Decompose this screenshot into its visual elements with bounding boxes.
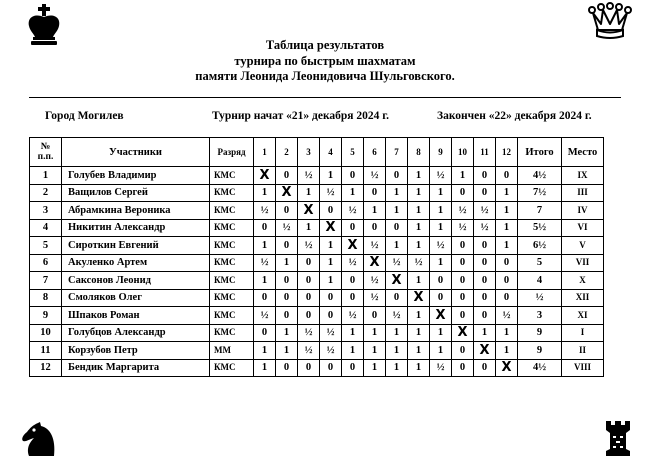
round-header: 8 [408, 138, 430, 167]
result-cell: 0 [276, 167, 298, 185]
table-row [30, 254, 604, 272]
result-cell: 0 [452, 272, 474, 290]
result-cell: 0 [254, 289, 276, 307]
result-cell: ½ [430, 167, 452, 185]
result-cell: 1 [254, 359, 276, 377]
result-cell: 0 [320, 359, 342, 377]
result-cell: 1 [408, 184, 430, 202]
result-cell: 1 [408, 167, 430, 185]
result-cell: 0 [452, 342, 474, 360]
result-cell: ½ [276, 219, 298, 237]
total-score-cell: 6½ [518, 237, 562, 255]
result-cell: 0 [342, 289, 364, 307]
divider [29, 97, 621, 98]
self-game-cross-cell: X [386, 272, 408, 290]
result-cell: 0 [276, 289, 298, 307]
result-cell: 0 [474, 237, 496, 255]
participant-name-cell: Акуленко Артем [62, 254, 210, 272]
result-cell: ½ [298, 167, 320, 185]
result-cell: 1 [276, 324, 298, 342]
title-line-1: Таблица результатов [265, 38, 385, 52]
table-row [30, 219, 604, 237]
result-cell: 0 [474, 272, 496, 290]
queen-icon [588, 2, 632, 42]
number-header [30, 138, 62, 167]
rank-cell: КМС [210, 167, 254, 185]
result-cell: 1 [386, 342, 408, 360]
result-cell: 0 [298, 307, 320, 325]
result-cell: 0 [496, 254, 518, 272]
result-cell: 0 [298, 359, 320, 377]
result-cell: 0 [496, 167, 518, 185]
row-number-cell: 11 [30, 342, 62, 360]
result-cell: 1 [276, 342, 298, 360]
result-cell: 0 [452, 359, 474, 377]
total-score-cell: 7 [518, 202, 562, 220]
result-cell: ½ [364, 289, 386, 307]
result-cell: 1 [408, 307, 430, 325]
rank-cell: КМС [210, 359, 254, 377]
result-cell: 0 [474, 184, 496, 202]
place-header: Место [562, 138, 604, 167]
total-score-cell: 4½ [518, 167, 562, 185]
result-cell: 1 [386, 359, 408, 377]
result-cell: 1 [430, 324, 452, 342]
result-cell: ½ [386, 254, 408, 272]
result-cell: ½ [452, 219, 474, 237]
header-row [30, 138, 604, 167]
round-header: 7 [386, 138, 408, 167]
total-score-cell: ½ [518, 289, 562, 307]
result-cell: 1 [430, 184, 452, 202]
rank-cell: КМС [210, 324, 254, 342]
table-row [30, 237, 604, 255]
result-cell: 1 [496, 237, 518, 255]
result-cell: 0 [496, 272, 518, 290]
place-cell: XI [562, 307, 604, 325]
rank-cell: КМС [210, 289, 254, 307]
total-header: Итого [518, 138, 562, 167]
table-row [30, 167, 604, 185]
result-cell: 0 [386, 219, 408, 237]
row-number-cell: 9 [30, 307, 62, 325]
result-cell: 0 [320, 289, 342, 307]
result-cell: ½ [298, 342, 320, 360]
self-game-cross-cell: X [320, 219, 342, 237]
self-game-cross-cell: X [298, 202, 320, 220]
row-number-cell: 4 [30, 219, 62, 237]
total-score-cell: 9 [518, 342, 562, 360]
result-cell: 0 [254, 324, 276, 342]
result-cell: 0 [276, 272, 298, 290]
result-cell: 1 [342, 184, 364, 202]
result-cell: 0 [298, 289, 320, 307]
result-cell: ½ [430, 359, 452, 377]
result-cell: 0 [496, 289, 518, 307]
rank-cell: КМС [210, 184, 254, 202]
rank-cell: КМС [210, 307, 254, 325]
result-cell: ½ [320, 184, 342, 202]
result-cell: ½ [386, 307, 408, 325]
participant-name-cell: Смоляков Олег [62, 289, 210, 307]
knight-icon [20, 422, 60, 456]
result-cell: 1 [364, 342, 386, 360]
result-cell: 1 [320, 254, 342, 272]
city-label: Город Могилев [45, 110, 124, 122]
place-cell: V [562, 237, 604, 255]
table-row [30, 202, 604, 220]
result-cell: 0 [276, 307, 298, 325]
rook-icon [603, 421, 633, 456]
round-header: 2 [276, 138, 298, 167]
place-cell: IV [562, 202, 604, 220]
result-cell: 1 [320, 237, 342, 255]
row-number-cell: 7 [30, 272, 62, 290]
table-row [30, 289, 604, 307]
result-cell: 1 [408, 342, 430, 360]
participants-header: Участники [62, 138, 210, 167]
result-cell: ½ [254, 202, 276, 220]
result-cell: 1 [276, 254, 298, 272]
result-cell: 0 [364, 219, 386, 237]
result-cell: 1 [364, 202, 386, 220]
self-game-cross-cell: X [496, 359, 518, 377]
participant-name-cell: Сироткин Евгений [62, 237, 210, 255]
row-number-cell: 5 [30, 237, 62, 255]
row-number-cell: 8 [30, 289, 62, 307]
result-cell: 1 [386, 237, 408, 255]
result-cell: 1 [496, 324, 518, 342]
self-game-cross-cell: X [452, 324, 474, 342]
result-cell: 1 [408, 272, 430, 290]
result-cell: ½ [320, 324, 342, 342]
self-game-cross-cell: X [364, 254, 386, 272]
result-cell: 1 [408, 324, 430, 342]
result-cell: 0 [298, 272, 320, 290]
result-cell: 1 [342, 324, 364, 342]
result-cell: 0 [342, 359, 364, 377]
result-cell: 0 [364, 307, 386, 325]
result-cell: 0 [474, 289, 496, 307]
participant-name-cell: Бендик Маргарита [62, 359, 210, 377]
result-cell: 1 [496, 202, 518, 220]
result-cell: 1 [254, 272, 276, 290]
rank-cell: КМС [210, 272, 254, 290]
result-cell: 0 [254, 219, 276, 237]
result-cell: 1 [408, 359, 430, 377]
number-header-symbol: № [40, 142, 51, 152]
result-cell: ½ [474, 219, 496, 237]
start-date-label: Турнир начат «21» декабря 2024 г. [212, 110, 390, 122]
round-header: 4 [320, 138, 342, 167]
round-header: 6 [364, 138, 386, 167]
place-cell: III [562, 184, 604, 202]
participant-name-cell: Никитин Александр [62, 219, 210, 237]
table-row [30, 184, 604, 202]
result-cell: 0 [298, 254, 320, 272]
result-cell: 1 [364, 359, 386, 377]
rank-cell: КМС [210, 219, 254, 237]
round-header: 9 [430, 138, 452, 167]
place-cell: II [562, 342, 604, 360]
number-header-abbr: п.п. [37, 152, 54, 162]
result-cell: 1 [254, 237, 276, 255]
row-number-cell: 10 [30, 324, 62, 342]
result-cell: 1 [298, 184, 320, 202]
result-cell: 1 [430, 254, 452, 272]
total-score-cell: 4½ [518, 359, 562, 377]
total-score-cell: 5½ [518, 219, 562, 237]
result-cell: 1 [298, 219, 320, 237]
result-cell: ½ [298, 324, 320, 342]
rank-cell: КМС [210, 202, 254, 220]
result-cell: 0 [430, 289, 452, 307]
table-row [30, 359, 604, 377]
row-number-cell: 12 [30, 359, 62, 377]
result-cell: ½ [364, 167, 386, 185]
place-cell: XII [562, 289, 604, 307]
result-cell: ½ [496, 307, 518, 325]
result-cell: 1 [430, 219, 452, 237]
result-cell: 0 [276, 359, 298, 377]
place-cell: VIII [562, 359, 604, 377]
participant-name-cell: Голубев Владимир [62, 167, 210, 185]
place-cell: VI [562, 219, 604, 237]
result-cell: 1 [386, 202, 408, 220]
participant-name-cell: Голубцов Александр [62, 324, 210, 342]
place-cell: I [562, 324, 604, 342]
round-header: 10 [452, 138, 474, 167]
document-title [0, 38, 650, 85]
result-cell: ½ [320, 342, 342, 360]
row-number-cell: 6 [30, 254, 62, 272]
result-cell: 1 [408, 202, 430, 220]
table-row [30, 342, 604, 360]
participant-name-cell: Абрамкина Вероника [62, 202, 210, 220]
title-line-2: турнира по быстрым шахматам [234, 53, 416, 68]
table-row [30, 307, 604, 325]
result-cell: ½ [452, 202, 474, 220]
result-cell: 0 [276, 237, 298, 255]
result-cell: 0 [342, 219, 364, 237]
row-number-cell: 3 [30, 202, 62, 220]
round-header: 5 [342, 138, 364, 167]
self-game-cross-cell: X [254, 167, 276, 185]
total-score-cell: 3 [518, 307, 562, 325]
rank-cell: КМС [210, 237, 254, 255]
total-score-cell: 7½ [518, 184, 562, 202]
result-cell: 0 [452, 254, 474, 272]
round-header: 12 [496, 138, 518, 167]
result-cell: 0 [452, 184, 474, 202]
result-cell: ½ [254, 307, 276, 325]
self-game-cross-cell: X [276, 184, 298, 202]
place-cell: X [562, 272, 604, 290]
round-header: 1 [254, 138, 276, 167]
row-number-cell: 2 [30, 184, 62, 202]
table-row [30, 272, 604, 290]
result-cell: 1 [386, 184, 408, 202]
result-cell: 1 [320, 272, 342, 290]
place-cell: IX [562, 167, 604, 185]
result-cell: 1 [474, 324, 496, 342]
result-cell: ½ [342, 202, 364, 220]
participant-name-cell: Шпаков Роман [62, 307, 210, 325]
row-number-cell: 1 [30, 167, 62, 185]
total-score-cell: 5 [518, 254, 562, 272]
result-cell: ½ [430, 237, 452, 255]
result-cell: 0 [342, 167, 364, 185]
result-cell: 0 [386, 167, 408, 185]
result-cell: ½ [474, 202, 496, 220]
participant-name-cell: Ващилов Сергей [62, 184, 210, 202]
results-table [29, 137, 604, 377]
result-cell: ½ [364, 272, 386, 290]
result-cell: ½ [408, 254, 430, 272]
participant-name-cell: Саксонов Леонид [62, 272, 210, 290]
result-cell: 1 [254, 342, 276, 360]
self-game-cross-cell: X [474, 342, 496, 360]
round-header: 3 [298, 138, 320, 167]
result-cell: 1 [452, 167, 474, 185]
result-cell: 0 [342, 272, 364, 290]
result-cell: 0 [430, 272, 452, 290]
title-line-3: памяти Леонида Леонидовича Шульговского. [195, 69, 455, 83]
result-cell: ½ [342, 307, 364, 325]
rank-header: Разряд [210, 138, 254, 167]
result-cell: 0 [452, 307, 474, 325]
result-cell: 0 [386, 289, 408, 307]
result-cell: 1 [496, 342, 518, 360]
result-cell: 0 [474, 167, 496, 185]
result-cell: 1 [496, 184, 518, 202]
result-cell: 0 [452, 289, 474, 307]
result-cell: ½ [254, 254, 276, 272]
result-cell: 1 [430, 202, 452, 220]
result-cell: 1 [364, 324, 386, 342]
result-cell: 1 [408, 237, 430, 255]
result-cell: 1 [430, 342, 452, 360]
end-date-label: Закончен «22» декабря 2024 г. [437, 110, 592, 122]
rank-cell: ММ [210, 342, 254, 360]
result-cell: 0 [276, 202, 298, 220]
result-cell: 1 [254, 184, 276, 202]
participant-name-cell: Корзубов Петр [62, 342, 210, 360]
result-cell: 0 [320, 307, 342, 325]
self-game-cross-cell: X [342, 237, 364, 255]
total-score-cell: 9 [518, 324, 562, 342]
result-cell: 1 [408, 219, 430, 237]
result-cell: 0 [320, 202, 342, 220]
result-cell: 0 [364, 184, 386, 202]
result-cell: ½ [342, 254, 364, 272]
self-game-cross-cell: X [408, 289, 430, 307]
result-cell: ½ [298, 237, 320, 255]
rank-cell: КМС [210, 254, 254, 272]
place-cell: VII [562, 254, 604, 272]
result-cell: 0 [474, 359, 496, 377]
table-row [30, 324, 604, 342]
result-cell: 0 [452, 237, 474, 255]
result-cell: 1 [342, 342, 364, 360]
result-cell: 1 [320, 167, 342, 185]
round-header: 11 [474, 138, 496, 167]
result-cell: 0 [474, 307, 496, 325]
self-game-cross-cell: X [430, 307, 452, 325]
result-cell: 1 [496, 219, 518, 237]
result-cell: ½ [364, 237, 386, 255]
total-score-cell: 4 [518, 272, 562, 290]
result-cell: 1 [386, 324, 408, 342]
result-cell: 0 [474, 254, 496, 272]
